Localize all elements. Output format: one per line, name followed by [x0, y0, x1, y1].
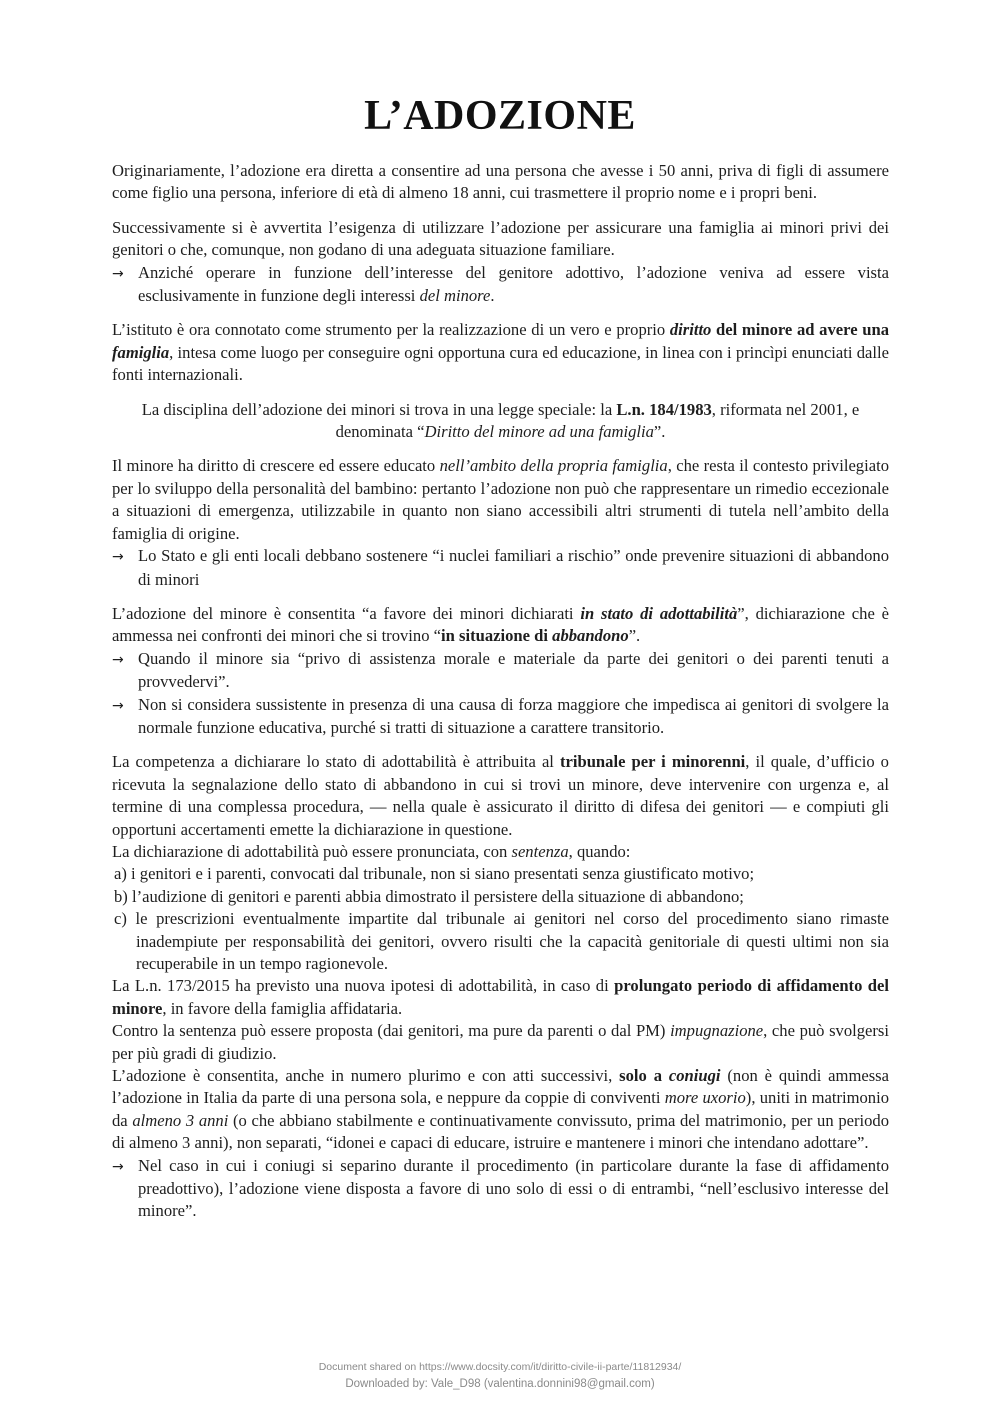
- paragraph-origins: Originariamente, l’adozione era diretta a consentire ad una persona che avesse i 50 anni, priva di figli di assumere come figlio una persona, inferiore di età di almeno 18 anni, cui trasmettere il proprio nome e i propri beni.: [112, 161, 889, 203]
- list-item: b) l’audizione di genitori e parenti abbia dimostrato il persistere della situazione di abbandono;: [114, 886, 744, 906]
- arrow-note-interest: → Anziché operare in funzione dell’interesse del genitore adottivo, l’adozione veniva ad essere vista esclusivamente in funzione degli interessi del minore.: [112, 262, 889, 306]
- paragraph-competence: La competenza a dichiarare lo stato di adottabilità è attribuita al tribunale per i minorenni, il quale, d’ufficio o ricevuta la segnalazione dello stato di abbandono in cui si trovi un minore, deve intervenire con urgenza e, al termine di una complessa procedura, — nella quale è assicurato il diritto di difesa dei genitori — e compiuti gli opportuni accertamenti emette la dichiarazione in questione.: [112, 752, 889, 839]
- arrow-icon: →: [112, 697, 124, 714]
- paragraph-evolution: Successivamente si è avvertita l’esigenza di utilizzare l’adozione per assicurare una famiglia ai minori privi dei genitori o che, comunque, non godano di una adeguata situazione familiare.: [112, 217, 889, 260]
- paragraph-law-reference: La disciplina dell’adozione dei minori si trova in una legge speciale: la L.n. 184/1983, riformata nel 2001, e denominata “Diritto del minore ad una famiglia”.: [141, 399, 860, 442]
- paragraph-spouses: L’adozione è consentita, anche in numero plurimo e con atti successivi, solo a coniugi (non è quindi ammessa l’adozione in Italia da parte di una persona sola, e neppure da coppie di conviventi more uxorio), uniti in matrimonio da almeno 3 anni (o che abbiano stabilmente e continuativamente convissuto, prima del matrimonio, per un periodo di almeno 3 anni), non separati, “idonei e capaci di educare, istruire e mantenere i minori che intendano adottare”.: [112, 1066, 890, 1153]
- page-title: L’ADOZIONE: [364, 93, 636, 139]
- paragraph-law-2015: La L.n. 173/2015 ha previsto una nuova ipotesi di adottabilità, in caso di prolungato periodo di affidamento del minore, in favore della famiglia affidataria.: [112, 976, 889, 1018]
- arrow-note-force-majeure: → Non si considera sussistente in presenza di una causa di forza maggiore che impedisca ai genitori di svolgere la normale funzione educativa, purché si tratti di situazione a carattere transitorio.: [112, 694, 889, 737]
- document-body: [112, 160, 889, 1223]
- paragraph-right-to-family: Il minore ha diritto di crescere ed essere educato nell’ambito della propria famiglia, che resta il contesto privilegiato per lo sviluppo della personalità del bambino: pertanto l’adozione non può che rappresentare un rimedio eccezionale a situazioni di emergenza, utilizzabile in quanto non siano accessibili altri strumenti di tutela nell’ambito della famiglia di origine.: [112, 456, 889, 543]
- paragraph-adoptability: L’adozione del minore è consentita “a favore dei minori dichiarati in stato di adottabilità”, dichiarazione che è ammessa nei confronti dei minori che si trovino “in situazione di abbandono”.: [112, 603, 889, 646]
- arrow-note-separation: → Nel caso in cui i coniugi si separino durante il procedimento (in particolare durante la fase di affidamento preadottivo), l’adozione viene disposta a favore di uno solo di essi o di entrambi, “nell’esclusivo interesse del minore”.: [112, 1155, 889, 1221]
- footer-downloaded-by: Downloaded by: Vale_D98 (valentina.donnini98@gmail.com): [345, 1378, 655, 1390]
- arrow-icon: →: [112, 1158, 124, 1175]
- arrow-icon: →: [112, 265, 124, 282]
- arrow-icon: →: [112, 549, 124, 566]
- paragraph-declaration: La dichiarazione di adottabilità può essere pronunciata, con sentenza, quando:: [112, 841, 631, 861]
- arrow-icon: →: [112, 651, 124, 668]
- list-item: a) i genitori e i parenti, convocati dal tribunale, non si siano presentati senza giustificato motivo;: [114, 864, 755, 884]
- paragraph-institute: L’istituto è ora connotato come strumento per la realizzazione di un vero e proprio diritto del minore ad avere una famiglia, intesa come luogo per conseguire ogni opportuna cura ed educazione, in linea con i princìpi enunciati dalle fonti internazionali.: [112, 320, 889, 385]
- footer-shared-link[interactable]: Document shared on https://www.docsity.com/it/diritto-civile-ii-parte/11812934/: [318, 1361, 682, 1373]
- arrow-note-abandonment: → Quando il minore sia “privo di assistenza morale e materiale da parte dei genitori o dei parenti tenuti a provvedervi”.: [112, 648, 889, 692]
- list-item: c) le prescrizioni eventualmente impartite dal tribunale ai genitori nel corso del procedimento siano rimaste inadempiute per responsabilità dei genitori, ovvero risulti che la capacità genitoriale di questi ultimi non sia recuperabile in un tempo ragionevole.: [114, 909, 889, 973]
- paragraph-appeal: Contro la sentenza può essere proposta (dai genitori, ma pure da parenti o dal PM) impugnazione, che può svolgersi per più gradi di giudizio.: [112, 1021, 889, 1063]
- arrow-note-state: → Lo Stato e gli enti locali debbano sostenere “i nuclei familiari a rischio” onde prevenire situazioni di abbandono di minori: [112, 546, 889, 589]
